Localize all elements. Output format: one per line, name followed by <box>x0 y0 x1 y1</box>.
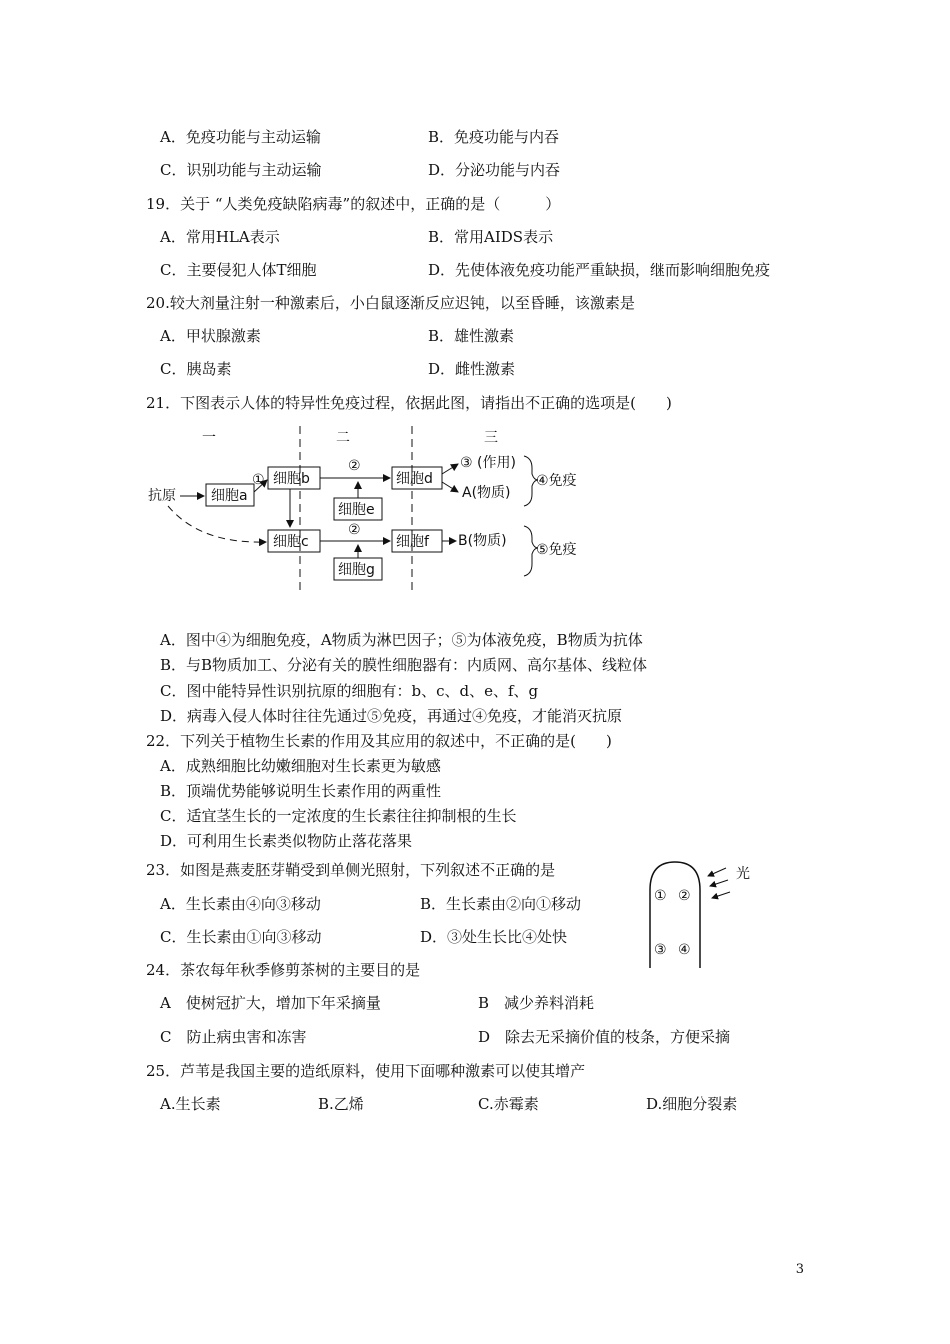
q25-option-c: C.赤霉素 <box>478 1095 539 1113</box>
q23-option-b: B．生长素由②向①移动 <box>420 895 582 913</box>
stage-three-label: 三 <box>484 430 498 446</box>
cell-d-label: 细胞d <box>396 471 433 487</box>
q19-option-c: C．主要侵犯人体T细胞 <box>160 261 317 279</box>
output-a-label: A(物质) <box>462 485 511 501</box>
cell-c-label: 细胞c <box>273 534 309 550</box>
page-number: 3 <box>795 1262 804 1277</box>
position-4-label: ④ <box>678 942 691 958</box>
q20-option-b: B．雄性激素 <box>428 327 515 345</box>
coleoptile-figure <box>640 856 770 974</box>
q21-option-a: A．图中④为细胞免疫，A物质为淋巴因子；⑤为体液免疫，B物质为抗体 <box>160 631 643 649</box>
output-b-label: B(物质) <box>458 533 507 549</box>
q18-option-b: B．免疫功能与内吞 <box>428 128 560 146</box>
step-1-mark: ① <box>252 472 265 488</box>
light-arrow-2 <box>710 880 728 886</box>
light-label: 光 <box>736 866 750 882</box>
q25-stem: 25．芦苇是我国主要的造纸原料，使用下面哪种激素可以使其增产 <box>146 1062 586 1080</box>
stage-one-label: 一 <box>202 430 216 446</box>
q22-option-c: C．适宜茎生长的一定浓度的生长素往往抑制根的生长 <box>160 807 517 825</box>
q20-stem: 20.较大剂量注射一种激素后，小白鼠逐渐反应迟钝，以至昏睡，该激素是 <box>146 294 635 312</box>
q23-option-a: A．生长素由④向③移动 <box>160 895 321 913</box>
q22-option-b: B．顶端优势能够说明生长素作用的两重性 <box>160 782 442 800</box>
q23-stem: 23．如图是燕麦胚芽鞘受到单侧光照射，下列叙述不正确的是 <box>146 861 556 879</box>
q20-option-d: D．雌性激素 <box>428 360 516 378</box>
cell-a-label: 细胞a <box>211 488 248 504</box>
stage-two-label: 二 <box>336 430 350 446</box>
q24-option-d: D 除去无采摘价值的枝条，方便采摘 <box>478 1028 731 1046</box>
cell-e-label: 细胞e <box>338 502 375 518</box>
step-2-top-mark: ② <box>348 458 361 474</box>
q21-option-d: D．病毒入侵人体时往往先通过⑤免疫，再通过④免疫，才能消灭抗原 <box>160 707 623 725</box>
q19-option-b: B．常用AIDS表示 <box>428 228 554 246</box>
q25-option-b: B.乙烯 <box>318 1095 364 1113</box>
q19-option-a: A．常用HLA表示 <box>160 228 280 246</box>
antigen-label: 抗原 <box>148 488 176 504</box>
q25-option-a: A.生长素 <box>160 1095 221 1113</box>
q18-option-c: C．识别功能与主动运输 <box>160 161 322 179</box>
q18-option-d: D．分泌功能与内吞 <box>428 161 561 179</box>
q23-option-c: C．生长素由①向③移动 <box>160 928 322 946</box>
q21-option-b: B．与B物质加工、分泌有关的膜性细胞器有：内质网、高尔基体、线粒体 <box>160 656 648 674</box>
q19-option-d: D．先使体液免疫功能严重缺损，继而影响细胞免疫 <box>428 261 771 279</box>
step-2-bottom-mark: ② <box>348 522 361 538</box>
position-3-label: ③ <box>654 942 667 958</box>
immune-5-label: ⑤免疫 <box>536 542 577 558</box>
q24-option-a: A 使树冠扩大，增加下年采摘量 <box>160 994 381 1012</box>
q25-option-d: D.细胞分裂素 <box>646 1095 738 1113</box>
position-1-label: ① <box>654 888 667 904</box>
q18-option-a: A．免疫功能与主动运输 <box>160 128 321 146</box>
q20-option-a: A．甲状腺激素 <box>160 327 261 345</box>
q20-option-c: C．胰岛素 <box>160 360 232 378</box>
cell-g-label: 细胞g <box>338 562 375 578</box>
q22-option-a: A．成熟细胞比幼嫩细胞对生长素更为敏感 <box>160 757 441 775</box>
position-2-label: ② <box>678 888 691 904</box>
cell-f-label: 细胞f <box>396 534 429 550</box>
q24-option-b: B 减少养料消耗 <box>478 994 595 1012</box>
immune-4-label: ④免疫 <box>536 473 577 489</box>
cell-b-label: 细胞b <box>273 471 310 487</box>
light-arrow-1 <box>708 868 726 876</box>
q23-option-d: D．③处生长比④处快 <box>420 928 568 946</box>
q21-stem: 21．下图表示人体的特异性免疫过程，依据此图，请指出不正确的选项是( ) <box>146 394 672 412</box>
light-arrow-3 <box>712 892 730 898</box>
immune-process-diagram <box>140 422 600 600</box>
q21-option-c: C．图中能特异性识别抗原的细胞有：b、c、d、e、f、g <box>160 682 539 700</box>
output-3-label: ③ (作用) <box>460 455 516 471</box>
q19-stem: 19．关于 “人类免疫缺陷病毒”的叙述中，正确的是（ ） <box>146 195 561 213</box>
q22-stem: 22．下列关于植物生长素的作用及其应用的叙述中，不正确的是( ) <box>146 732 612 750</box>
q24-stem: 24．茶农每年秋季修剪茶树的主要目的是 <box>146 961 421 979</box>
q24-option-c: C 防止病虫害和冻害 <box>160 1028 307 1046</box>
q22-option-d: D．可利用生长素类似物防止落花落果 <box>160 832 413 850</box>
